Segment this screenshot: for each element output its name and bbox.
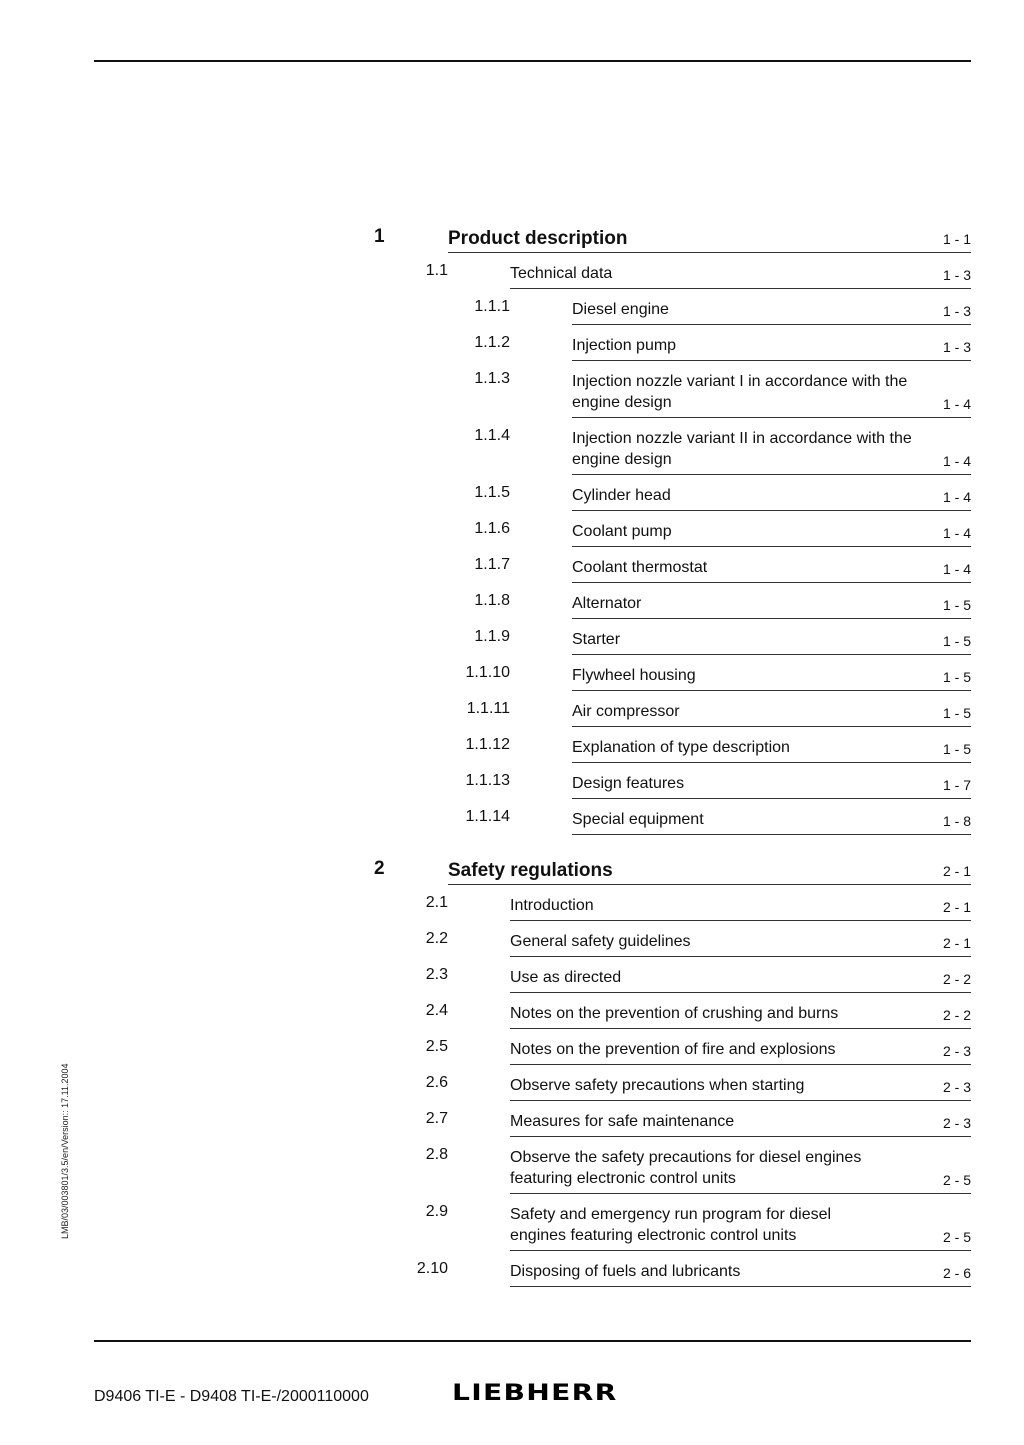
toc-entry-line xyxy=(510,1000,971,1029)
toc-entry-title: Notes on the prevention of fire and explosions xyxy=(510,1041,836,1058)
toc-entry[interactable] xyxy=(0,332,1024,368)
toc-entry-page: 1 - 4 xyxy=(942,453,971,469)
toc-entry-title: Coolant pump xyxy=(572,523,672,540)
toc-entry-line xyxy=(572,734,971,763)
toc-entry-page: 1 - 7 xyxy=(942,777,971,793)
version-side-note: LMB/03/003801/3.5/en/Version:: 17.11.2004 xyxy=(60,1063,70,1239)
toc-entry[interactable] xyxy=(0,518,1024,554)
toc-entry-title: General safety guidelines xyxy=(510,933,691,950)
toc-entry-line xyxy=(510,892,971,921)
toc-entry[interactable] xyxy=(0,482,1024,518)
toc-entry-page: 2 - 3 xyxy=(942,1115,971,1131)
toc-entry-number: 1.1.5 xyxy=(474,484,510,501)
toc-entry-number: 2.9 xyxy=(425,1203,448,1220)
toc-entry-line xyxy=(572,770,971,799)
liebherr-logo: LIEBHERR xyxy=(452,1381,618,1406)
toc-entry[interactable] xyxy=(0,1072,1024,1108)
toc-entry[interactable] xyxy=(0,1144,1024,1201)
toc-entry[interactable] xyxy=(0,554,1024,590)
toc-entry-line xyxy=(572,590,971,619)
toc-entry[interactable] xyxy=(0,662,1024,698)
toc-entry-line xyxy=(510,1144,971,1194)
toc-entry-title: Injection nozzle variant I in accordance with the engine design xyxy=(572,373,908,411)
toc-entry-title: Injection nozzle variant II in accordance with the engine design xyxy=(572,430,912,468)
toc-entry[interactable] xyxy=(0,368,1024,425)
toc-chapter[interactable] xyxy=(0,224,1024,260)
toc-entry-title: Starter xyxy=(572,631,621,648)
toc-entry-title: Injection pump xyxy=(572,337,677,354)
toc-entry-title: Technical data xyxy=(510,265,613,282)
toc-entry-page: 1 - 5 xyxy=(942,705,971,721)
toc-entry[interactable] xyxy=(0,1000,1024,1036)
toc-entry-page: 2 - 6 xyxy=(942,1265,971,1281)
toc-entry[interactable] xyxy=(0,770,1024,806)
toc-entry-line xyxy=(510,964,971,993)
toc-entry-line xyxy=(510,1258,971,1287)
toc-entry-title: Design features xyxy=(572,775,685,792)
toc-entry-page: 2 - 2 xyxy=(942,1007,971,1023)
toc-entry-page: 1 - 3 xyxy=(942,303,971,319)
toc-chapter[interactable] xyxy=(0,856,1024,892)
toc-entry-page: 2 - 1 xyxy=(942,899,971,915)
toc-entry-number: 1.1 xyxy=(425,262,448,279)
toc-entry-line xyxy=(572,296,971,325)
toc-entry-title: Safety and emergency run program for diesel engines featuring electronic control units xyxy=(510,1206,832,1244)
toc-entry-number: 1.1.7 xyxy=(474,556,510,573)
toc-entry[interactable] xyxy=(0,1108,1024,1144)
toc-entry-title: Diesel engine xyxy=(572,301,669,318)
toc-entry-page: 2 - 1 xyxy=(942,863,971,879)
toc-entry[interactable] xyxy=(0,964,1024,1000)
toc-entry[interactable] xyxy=(0,928,1024,964)
toc-entry-line xyxy=(572,332,971,361)
toc-entry-title: Special equipment xyxy=(572,811,704,828)
toc-entry[interactable] xyxy=(0,626,1024,662)
toc-entry-line xyxy=(510,1201,971,1251)
toc-entry[interactable] xyxy=(0,1036,1024,1072)
toc-entry-page: 2 - 2 xyxy=(942,971,971,987)
toc-entry-line xyxy=(572,482,971,511)
toc-entry[interactable] xyxy=(0,425,1024,482)
toc-entry-line xyxy=(448,856,971,885)
toc-entry-number: 1.1.11 xyxy=(466,700,510,717)
toc-entry-number: 1.1.6 xyxy=(474,520,510,537)
toc-entry[interactable] xyxy=(0,296,1024,332)
toc-entry-number: 2.4 xyxy=(425,1002,448,1019)
toc-entry-number: 1.1.12 xyxy=(465,736,510,753)
toc-entry-title: Air compressor xyxy=(572,703,680,720)
toc-entry-page: 1 - 3 xyxy=(942,339,971,355)
toc-entry-page: 1 - 3 xyxy=(942,267,971,283)
toc-entry-number: 1.1.14 xyxy=(465,808,510,825)
toc-entry-page: 1 - 4 xyxy=(942,489,971,505)
toc-entry-page: 1 - 5 xyxy=(942,633,971,649)
toc-entry-line xyxy=(572,368,971,418)
toc-entry[interactable] xyxy=(0,806,1024,842)
header-rule xyxy=(94,60,971,62)
toc-entry-title: Alternator xyxy=(572,595,642,612)
toc-entry-title: Use as directed xyxy=(510,969,622,986)
toc-entry-title: Notes on the prevention of crushing and burns xyxy=(510,1005,839,1022)
toc-entry-number: 1.1.8 xyxy=(474,592,510,609)
toc-entry[interactable] xyxy=(0,698,1024,734)
toc-entry-number: 2.5 xyxy=(425,1038,448,1055)
toc-entry-page: 2 - 5 xyxy=(942,1229,971,1245)
toc-entry-number: 2.2 xyxy=(425,930,448,947)
toc-entry-number: 2.8 xyxy=(425,1146,448,1163)
toc-entry-number: 2.3 xyxy=(425,966,448,983)
toc-entry-line xyxy=(572,806,971,835)
toc-entry-line xyxy=(510,928,971,957)
toc-entry-title: Coolant thermostat xyxy=(572,559,708,576)
toc-entry-page: 1 - 4 xyxy=(942,561,971,577)
toc-entry-number: 1.1.9 xyxy=(474,628,510,645)
toc-entry-page: 1 - 1 xyxy=(942,231,971,247)
toc-entry-line xyxy=(572,518,971,547)
toc-entry[interactable] xyxy=(0,734,1024,770)
toc-entry-line xyxy=(510,1108,971,1137)
toc-entry-title: Observe the safety precautions for diesel engines featuring electronic control units xyxy=(510,1149,862,1187)
toc-entry-title: Flywheel housing xyxy=(572,667,696,684)
toc-entry-number: 1.1.3 xyxy=(474,370,510,387)
toc-entry-line xyxy=(572,626,971,655)
toc-entry[interactable] xyxy=(0,1258,1024,1294)
toc-entry-page: 1 - 4 xyxy=(942,396,971,412)
toc-entry[interactable] xyxy=(0,892,1024,928)
toc-entry-title: Cylinder head xyxy=(572,487,671,504)
toc-entry-number: 2 xyxy=(374,858,385,879)
footer-rule xyxy=(94,1340,971,1342)
toc-entry-number: 1.1.4 xyxy=(474,427,510,444)
toc-entry-title: Disposing of fuels and lubricants xyxy=(510,1263,741,1280)
toc-entry-title: Introduction xyxy=(510,897,594,914)
toc-entry-line xyxy=(510,1072,971,1101)
toc-entry-number: 1 xyxy=(374,226,385,247)
toc-entry-line xyxy=(572,698,971,727)
toc-entry-line xyxy=(510,1036,971,1065)
toc-entry-page: 2 - 3 xyxy=(942,1079,971,1095)
table-of-contents xyxy=(0,224,1024,1294)
toc-entry-number: 1.1.13 xyxy=(465,772,510,789)
toc-entry-page: 2 - 1 xyxy=(942,935,971,951)
toc-entry-number: 1.1.2 xyxy=(474,334,510,351)
toc-entry-page: 1 - 5 xyxy=(942,741,971,757)
toc-entry-number: 1.1.1 xyxy=(474,298,510,315)
toc-entry-title: Observe safety precautions when starting xyxy=(510,1077,805,1094)
toc-entry-title: Safety regulations xyxy=(448,860,613,881)
toc-entry-number: 2.10 xyxy=(416,1260,448,1277)
toc-entry-line xyxy=(572,662,971,691)
toc-entry-page: 2 - 3 xyxy=(942,1043,971,1059)
toc-entry-number: 2.7 xyxy=(425,1110,448,1127)
toc-entry-number: 1.1.10 xyxy=(465,664,510,681)
toc-entry-page: 1 - 5 xyxy=(942,669,971,685)
toc-entry-line xyxy=(572,425,971,475)
footer-document-id: D9406 TI-E - D9408 TI-E-/2000110000 xyxy=(94,1388,369,1405)
toc-entry-title: Measures for safe maintenance xyxy=(510,1113,735,1130)
toc-entry-line xyxy=(572,554,971,583)
toc-entry-line xyxy=(448,224,971,253)
toc-entry-page: 2 - 5 xyxy=(942,1172,971,1188)
toc-entry-page: 1 - 4 xyxy=(942,525,971,541)
toc-entry[interactable] xyxy=(0,1201,1024,1258)
toc-entry-number: 2.1 xyxy=(425,894,448,911)
toc-entry[interactable] xyxy=(0,590,1024,626)
toc-entry-title: Product description xyxy=(448,228,628,249)
toc-entry-title: Explanation of type description xyxy=(572,739,790,756)
toc-entry-line xyxy=(510,260,971,289)
toc-entry-number: 2.6 xyxy=(425,1074,448,1091)
toc-entry-page: 1 - 8 xyxy=(942,813,971,829)
toc-entry-page: 1 - 5 xyxy=(942,597,971,613)
toc-entry[interactable] xyxy=(0,260,1024,296)
